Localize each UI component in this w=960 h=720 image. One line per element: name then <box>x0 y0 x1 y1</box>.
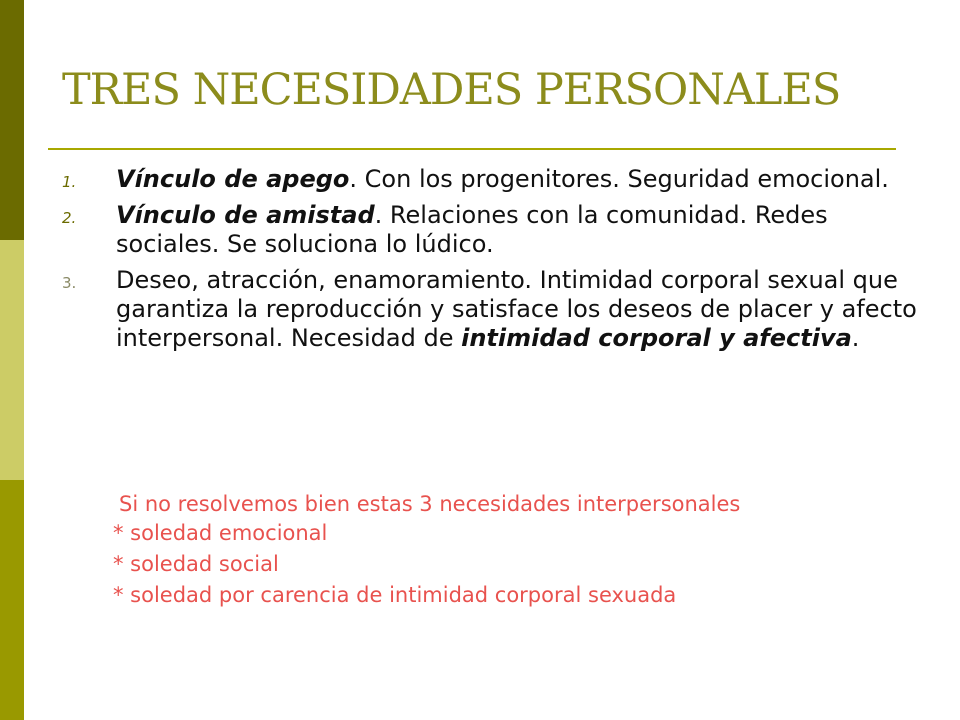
sidebar-decoration <box>0 0 24 720</box>
title-divider <box>48 148 896 150</box>
item-emphasis: intimidad corporal y afectiva <box>461 324 852 352</box>
note-line: * soledad por carencia de intimidad corporal sexuada <box>113 583 677 607</box>
sidebar-segment-middle <box>0 240 24 480</box>
list-item <box>62 266 932 353</box>
slide-title: TRES NECESIDADES PERSONALES <box>62 65 841 115</box>
item-heading: Vínculo de apego <box>116 165 350 193</box>
item-heading: Vínculo de amistad <box>116 201 375 229</box>
sidebar-segment-bottom <box>0 480 24 720</box>
note-intro: Si no resolvemos bien estas 3 necesidades interpersonales <box>119 492 741 516</box>
item-number: 3. <box>62 274 77 292</box>
note-line: * soledad social <box>113 552 279 576</box>
item-text: . Con los progenitores. Seguridad emocional. <box>349 165 889 193</box>
consequences-note <box>113 490 933 610</box>
note-line: * soledad emocional <box>113 521 328 545</box>
list-item <box>62 201 932 259</box>
item-number: 1. <box>62 173 77 191</box>
item-number: 2. <box>62 209 77 227</box>
item-tail: . <box>851 324 860 352</box>
item-text: Deseo, atracción, enamoramiento. Intimidad corporal sexual que garantiza la reproducción y satisface los deseos de placer y afecto interpersonal. Necesidad de <box>116 266 917 352</box>
item-text: . Relaciones con la comunidad. Redes sociales. Se soluciona lo lúdico. <box>116 201 828 258</box>
sidebar-segment-top <box>0 0 24 240</box>
needs-list <box>62 165 932 360</box>
list-item <box>62 165 932 194</box>
